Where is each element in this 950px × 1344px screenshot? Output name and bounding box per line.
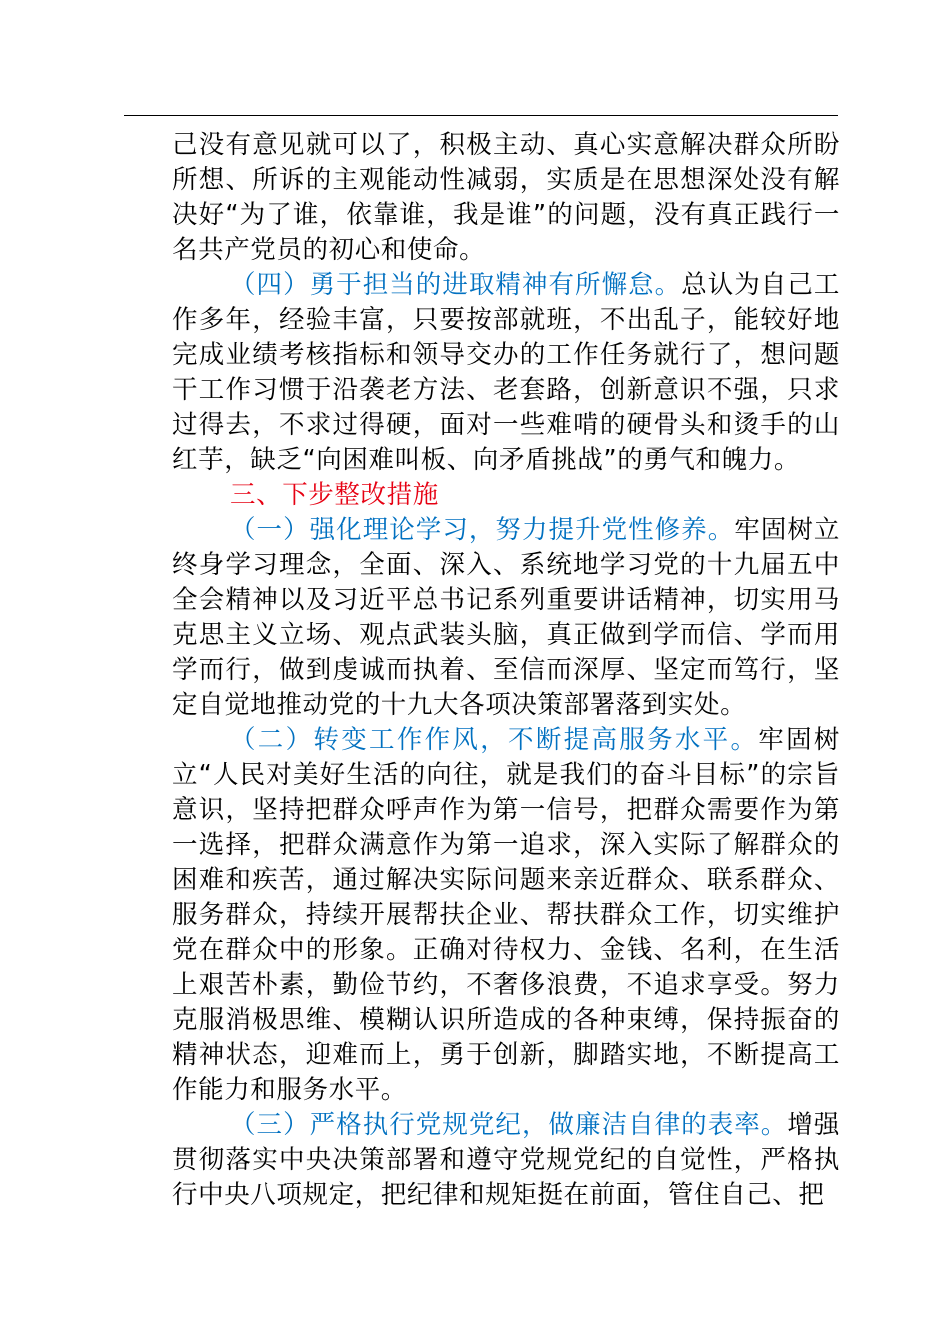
paragraph-text: 增强贯彻落实中央决策部署和遵守党规党纪的自觉性，严格执行中央八项规定，把纪律和规矩挺在前面，管住自己、把: [172, 1110, 840, 1210]
paragraph-text: 牢固树立终身学习理念，全面、深入、系统地学习党的十九届五中全会精神以及习近平总书记系列重要讲话精神，切实用马克思主义立场、观点武装头脑，真正做到学而信、学而用学而行，做到虔诚而执着、至信而深厚、坚定而笃行，坚定自觉地推动党的十九大各项决策部署落到实处。: [172, 515, 841, 720]
section-title: 三、下步整改措施: [230, 480, 439, 510]
subheading-three: （三）严格执行党规党纪，做廉洁自律的表率。: [230, 1110, 788, 1140]
header-rule: [124, 115, 838, 116]
subheading-four: （四）勇于担当的进取精神有所懈怠。: [230, 270, 682, 300]
subheading-one: （一）强化理论学习，努力提升党性修养。: [230, 515, 735, 545]
document-body: [172, 128, 840, 1213]
paragraph-text: 牢固树立“人民对美好生活的向往，就是我们的奋斗目标”的宗旨意识，坚持把群众呼声作为第一信号，把群众需要作为第一选择，把群众满意作为第一追求，深入实际了解群众的困难和疾苦，通过解决实际问题来亲近群众、联系群众、服务群众，持续开展帮扶企业、帮扶群众工作，切实维护党在群众中的形象。正确对待权力、金钱、名利，在生活上艰苦朴素，勤俭节约，不奢侈浪费，不追求享受。努力克服消极思维、模糊认识所造成的各种束缚，保持振奋的精神状态，迎难而上，勇于创新，脚踏实地，不断提高工作能力和服务水平。: [172, 725, 840, 1105]
paragraph-three: [172, 1108, 840, 1213]
subheading-two: （二）转变工作作风，不断提高服务水平。: [230, 725, 759, 755]
paragraph-two: [172, 723, 840, 1108]
paragraph-text: 己没有意见就可以了，积极主动、真心实意解决群众所盼所想、所诉的主观能动性减弱，实质是在思想深处没有解决好“为了谁，依靠谁，我是谁”的问题，没有真正践行一名共产党员的初心和使命。: [172, 130, 840, 265]
paragraph-text: 总认为自己工作多年，经验丰富，只要按部就班，不出乱子，能较好地完成业绩考核指标和领导交办的工作任务就行了，想问题干工作习惯于沿袭老方法、老套路，创新意识不强，只求过得去，不求过得硬，面对一些难啃的硬骨头和烫手的山红芋，缺乏“向困难叫板、向矛盾挑战”的勇气和魄力。: [172, 270, 840, 475]
paragraph-four: [172, 268, 840, 478]
paragraph-continued: [172, 128, 840, 268]
paragraph-one: [172, 513, 840, 723]
